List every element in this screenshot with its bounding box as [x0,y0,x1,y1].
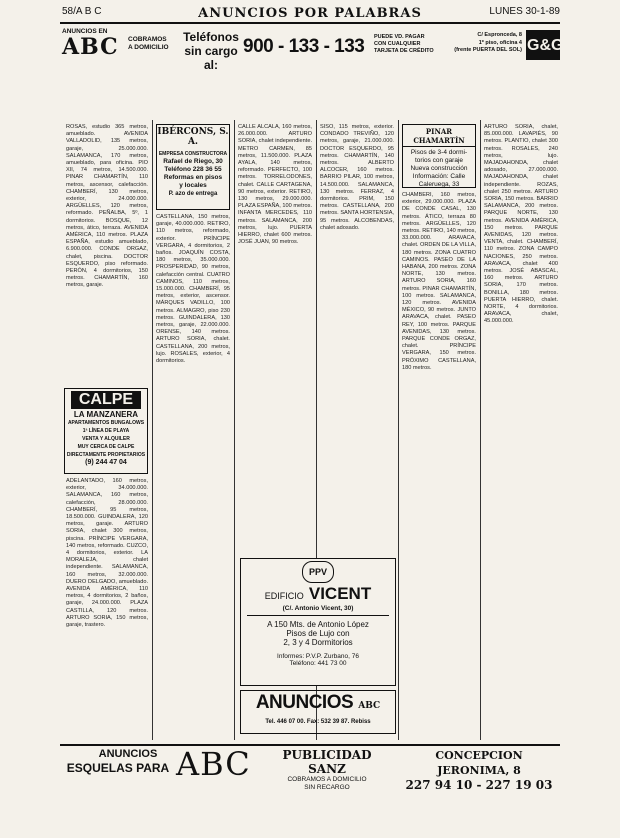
pinar-title: PINAR CHAMARTÍN [403,127,475,147]
ibercons-line6: P. azo de entrega [168,191,218,197]
pinar-line1: Pisos de 3-4 dormi- [410,149,468,156]
calpe-title: CALPE [71,391,141,409]
footer-mid-title: PUBLICIDAD SANZ [282,748,372,776]
anuncios-street: Rebiss [350,719,371,725]
banner-left-line2: COBRAMOS [128,36,167,43]
calpe-line4: VENTA Y ALQUILER [82,436,130,442]
col-sep-2 [234,120,235,740]
anuncios-title: ANUNCIOS [255,692,354,713]
footer-right [398,748,560,793]
vicent-title: VICENT [308,584,372,603]
calpe-line5: MUY CERCA DE CALPE [77,444,135,450]
vicent-info2: Teléfono: 441 73 00 [289,660,347,667]
banner-address-line3: (frente PUERTA DEL SOL) [454,47,522,53]
ibercons-line5: y locales [179,182,207,189]
ppv-logo-text: PPV [308,567,327,577]
anuncios-brand: ABC [358,701,381,711]
footer-right-title: CONCEPCION JERONIMA, 8 [435,749,523,777]
banner-pay-line3: TARJETA DE CRÉDITO [374,48,434,54]
vicent-line1: A 150 Mts. de Antonio López [267,620,369,629]
section-title: ANUNCIOS POR PALABRAS [198,6,422,21]
footer-left [62,748,174,784]
gg-logo [526,30,564,60]
banner-left-line1: ANUNCIOS EN [62,28,108,35]
vicent-line3: 2, 3 y 4 Dormitorios [283,638,353,647]
header-rule [60,22,560,24]
ppv-logo [302,561,334,583]
calpe-line1: LA MANZANERA [73,410,139,419]
banner-address-line1: C/ Espronceda, 8 [477,32,522,38]
ibercons-line2: Rafael de Riego, 30 [163,158,223,165]
col-sep-1 [152,120,153,740]
column-5: CHAMBERÍ, 160 metros, exterior, 29.000.000. PLAZA DE CONDE CASAL, 130 metros. ÁTICO, terraza 80 metros. ARGÜELLES, 120 metros. RETIRO, 140 metros, 33.000.000. ARAVACA, chalet. ORDEN DE LA VILLA, 180 metros. ZONA CUATRO CAMINOS. PASEO DE LA HABANA, 200 metros. ZONA NORTE, 130 metros. ARTURO SORIA, 160 metros. PINAR CHAMARTÍN, 100 metros. SALAMANCA, 120 metros. AVENIDA MÉXICO, 90 metros. JUNTO ARAVACA, chalet. PASEO REY, 100 metros. PARQUE AVENIDAS, 130 metros. PARQUE CONDE ORGAZ, chalet. PRÍNCIPE VERGARA, 150 metros. PRÓXIMO CASTELLANA, 180 metros. [402,192,476,371]
footer-middle [262,748,392,792]
footer-right-phones: 227 94 10 - 227 19 03 [405,778,553,792]
column-3: CALLE ALCALÁ, 160 metros, 26.000.000. ARTURO SORIA, chalet independiente. METRO CARMEN, 85 metros, 11.500.000. PLAZA AYALA, 140 metros, reformado. PERFECTO, 100 metros. TORRELODONES, chalet. CALLE CARTAGENA, 90 metros, exterior. RETIRO, 130 metros, 29.000.000. PLAZA ESPAÑA, 100 metros. INFANTA MERCEDES, 110 metros. SALAMANCA, 200 metros, lujo. PUERTA HIERRO, chalet 600 metros. JOSÉ JUAN, 90 metros. [238,124,312,246]
banner-pay-line1: PUEDE VD. PAGAR [374,34,425,40]
footer-esquelas: ESQUELAS [66,761,133,775]
column-6: ARTURO SORIA, chalet, 85.000.000. LAVAPIÉS, 90 metros. PLANTIO, chalet 300 metros. ROSALES, 240 metros, lujo. MAJADAHONDA, chalet adosado, 27.000.000. MAJADAHONDA, chalet independiente. ROZAS, chalet 250 metros. ARTURO SORIA, 150 metros. BARRIO SALAMANCA, 200 metros. PARQUE NORTE, 130 metros. AVENIDA AMÉRICA, 150 metros. PARQUE AVENIDAS, 120 metros. VENTA, chalet. CHAMBERÍ, 110 metros. ZONA CAMPO NACIONES, 250 metros. ARAVACA, chalet 400 metros. JOSÉ ABASCAL, 160 metros. ARTURO SORIA, 170 metros. BONILLA, 180 metros. PUERTA HIERRO, chalet. NORTE, 4 dormitorios. ARAVACA, chalet, 45.000.000. [484,124,558,325]
col-sep-5 [480,120,481,740]
banner-phones-label1: Teléfonos [183,30,239,44]
ibercons-line3: Teléfono 228 36 55 [164,166,222,173]
pinar-line4: Información: Calle [412,173,466,180]
ad-anuncios-abc [240,690,396,734]
vicent-info1: Informes: P.V.P. Zurbano, 76 [277,653,359,660]
vicent-title-pre: EDIFICIO [264,591,304,601]
footer-para: PARA [136,761,170,775]
footer-anuncios: ANUNCIOS [98,748,158,760]
pinar-line3: Nueva construcción [410,165,468,172]
pinar-line5: Caleruega, 33 [418,181,460,188]
banner-address-line2: 1º piso, oficina 4 [478,39,522,46]
column-1-top: ROSAS, estudio 365 metros, amueblado. AVENIDA VALLADOLID, 135 metros, garaje, 25.000.000. SALAMANCA, 170 metros, amueblado, para oficina. PIO XII, 74 metros, 14.500.000. PINAR CHAMARTÍN, 110 metros, ascensor, calefacción. CHAMBERÍ, 130 metros, exterior, 24.000.000. ARGÜELLES, 120 metros, reformado. PEÑALBA, 5º, 1 dormitorios. BOSQUE, 12 metros, ático, terraza. AVENIDA AMÉRICA, 110 metros. PLAZA ESPAÑA, estudio amueblado, 6.900.000. CONDE ORGAZ, chalet, piscina. DOCTOR ESQUERDO, piso reformado. PERÓN, 4 dormitorios, 150 metros. CHAMARTÍN, 160 metros, garaje. [66,124,148,289]
column-2: CASTELLANA, 150 metros, garaje, 40.000.000. RETIRO, 110 metros, reformado, exterior. PRÍNCIPE VERGARA, 4 dormitorios, 2 baños. JOAQUÍN COSTA, 180 metros, 35.000.000. PROSPERIDAD, 90 metros, calefacción central. CUATRO CAMINOS, 110 metros, 15.000.000. CHAMBERÍ, 95 metros, exterior, ascensor. MÁRQUES VADILLO, 100 metros. ALMAGRO, piso 230 metros. GUINDALERA, 130 metros, garaje, 22.000.000. ORENSE, 140 metros. ARTURO SORIA, chalet. CASTELLANA, 200 metros, lujo. ROSALES, exterior, 4 dormitorios. [156,214,230,365]
footer-mid-line1: COBRAMOS A DOMICILIO [287,776,367,783]
banner-left-line3: A DOMICILIO [128,44,169,51]
vicent-line2: Pisos de Lujo con [286,629,350,638]
anuncios-tel: Tel. 446 07 00. [265,719,306,725]
gg-logo-text: G&G [527,37,564,54]
banner-phones-label2: sin cargo al: [184,44,238,72]
ad-pinar-chamartin [402,124,476,188]
calpe-line2: APARTAMENTOS BUNGALOWS [67,420,145,426]
footer-rule [60,744,560,746]
footer-brand: ABC [176,745,251,783]
banner-collect [128,36,188,52]
footer-mid-line2: SIN RECARGO [304,784,350,791]
vicent-address: (C/. Antonio Vicent, 30) [247,605,389,616]
ad-edificio-vicent [240,558,396,686]
calpe-line6: DIRECTAMENTE PROPIETARIOS [66,452,146,458]
banner-left-brand: ABC [62,34,119,60]
date: LUNES 30-1-89 [489,6,560,17]
ad-ibercons [156,124,230,210]
banner-phones-label [180,30,242,72]
pinar-line2: torios con garaje [414,157,464,164]
ad-calpe [64,388,148,474]
calpe-phone: (9) 244 47 04 [85,459,127,466]
ibercons-line1: EMPRESA CONSTRUCTORA [158,151,228,157]
calpe-line3: 1ª LÍNEA DE PLAYA [82,428,130,434]
anuncios-fax: Fax: 532 39 87. [306,719,350,725]
page-label: 58/A B C [62,6,102,17]
banner-phone-number: 900 - 133 - 133 [243,36,365,57]
column-4: SISO, 115 metros, exterior. CONDADO TREVIÑO, 120 metros, garaje, 21.000.000. DOCTOR ESQUERDO, 95 metros. CHAMARTÍN, 140 metros. ALBERTO ALCOCER, 160 metros. BARRIO PILAR, 100 metros, 14.500.000. SALAMANCA, 130 metros. FERRAZ, 4 dormitorios. PRIM, 150 metros. CASTELLANA, 200 metros. SANTA HORTENSIA, 95 metros. ALCOBENDAS, chalet adosado. [320,124,394,231]
banner-pay [374,34,454,55]
banner-pay-line2: CON CUALQUIER [374,41,421,47]
banner-address [452,32,522,55]
ibercons-title: IBÉRCONS, S. A. [157,127,229,147]
ibercons-line4: Reformas en pisos [163,174,223,181]
col-sep-4 [398,120,399,740]
column-1-bottom: ADELANTADO, 160 metros, exterior, 34.000.000. SALAMANCA, 160 metros, calefacción, 28.000.000. CHAMBERÍ, 95 metros, 18.500.000. GUINDALERA, 120 metros, garaje. ARTURO SORIA, chalet 300 metros, piscina. PRÍNCIPE VERGARA, 140 metros, reformado. CUZCO, 4 dormitorios, exterior. LA MORALEJA, chalet independiente. SALAMANCA, 160 metros, 32.000.000. DUERO DELGADO, amueblado. AVENIDA AMÉRICA, 110 metros, 4 dormitorios, 2 baños, garaje, 24.000.000. PLAZA CASTILLA, 120 metros. ARTURO SORIA, 150 metros, garaje, trastero. [66,478,148,629]
